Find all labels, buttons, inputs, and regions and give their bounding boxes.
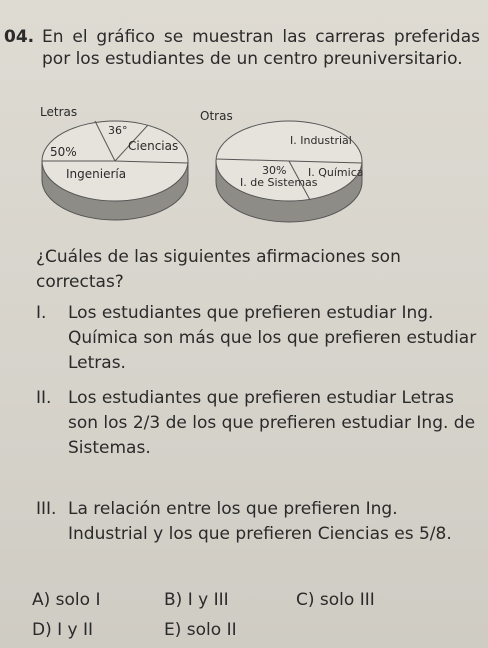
pie-left-label-angle: 36° [108,124,128,137]
pie-left-label-ciencias: Ciencias [128,139,179,153]
option-b[interactable] [164,589,229,611]
statement-3-roman: III. [36,499,57,519]
option-b-letter: B) [164,590,188,610]
option-a[interactable] [32,589,100,611]
problem-intro: En el gráfico se muestran las carreras preferidas por los estudiantes de un centro preuniversitario. [42,27,480,69]
question-text: ¿Cuáles de las siguientes afirmaciones son correctas? [36,247,401,292]
statement-1-roman: I. [36,303,47,323]
pie-right-label-industrial: I. Industrial [290,134,352,147]
statement-2-text: Los estudiantes que prefieren estudiar Letras son los 2/3 de los que prefieren estudiar Ing. de Sistemas. [68,388,476,458]
pie-right-title: Otras [200,109,233,123]
pie-right-label-percent: 30% [262,164,287,177]
pie-charts-svg [40,106,380,236]
pie-left [40,105,188,220]
option-a-letter: A) [32,590,56,610]
pie-right-label-sistemas: I. de Sistemas [240,176,318,189]
option-b-text: I y III [187,590,229,610]
problem-number: 04. [4,27,35,47]
option-d-text: I y II [57,620,94,640]
statement-3-text: La relación entre los que prefieren Ing. Industrial y los que prefieren Ciencias es 5/8. [68,499,452,544]
option-e-text: solo II [186,620,237,640]
option-c[interactable] [296,589,375,611]
option-a-text: solo I [55,590,101,610]
statement-1-text: Los estudiantes que prefieren estudiar Ing. Química son más que los que prefieren estudiar Letras. [68,303,477,373]
option-e-letter: E) [164,620,187,640]
pie-charts [40,106,380,236]
option-e[interactable] [164,619,237,641]
statement-2-roman: II. [36,388,52,408]
pie-left-label-percent: 50% [50,145,77,159]
option-d-letter: D) [32,620,58,640]
pie-left-label-ingenieria: Ingeniería [66,167,127,181]
option-c-letter: C) [296,590,320,610]
option-d[interactable] [32,619,93,641]
option-c-text: solo III [319,590,375,610]
pie-right-label-quimica: I. Química [308,166,364,179]
pie-left-title: Letras [40,105,78,119]
pie-right [200,109,363,222]
